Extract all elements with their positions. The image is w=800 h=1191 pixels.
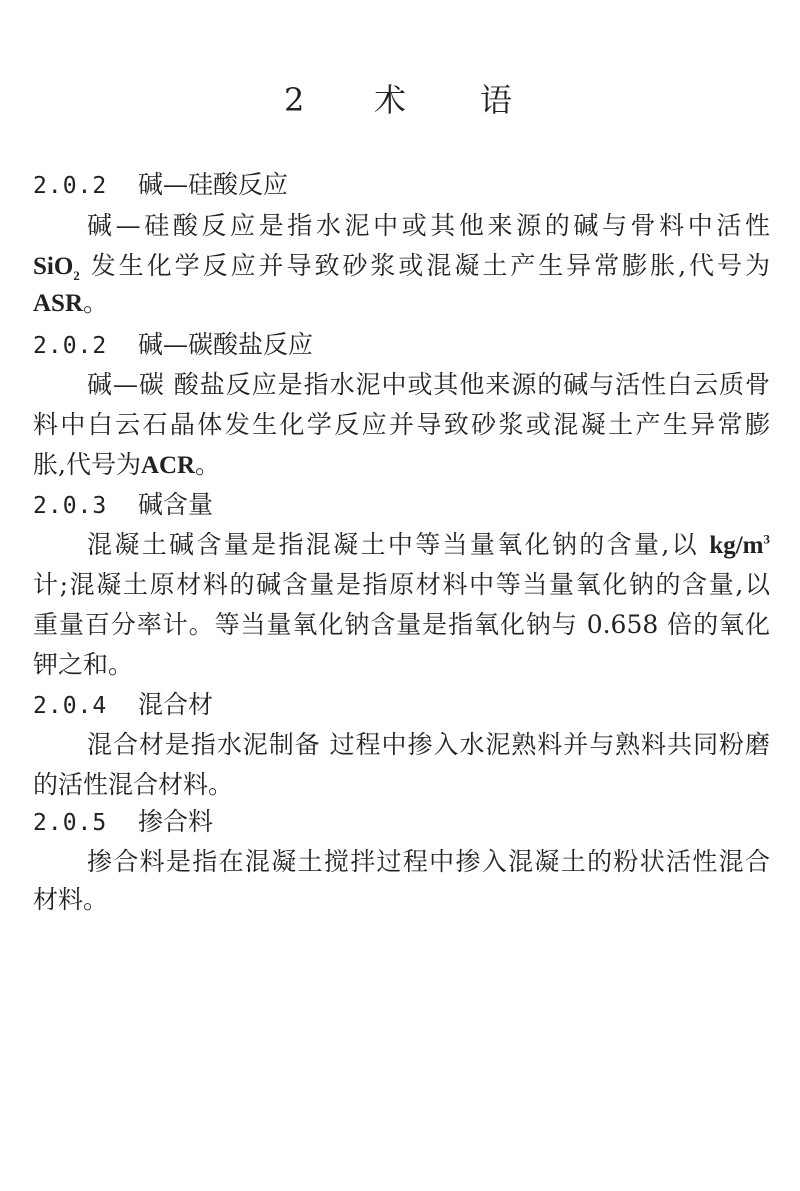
text-segment: 钾之和。 — [33, 650, 134, 679]
text-segment: 。 — [195, 450, 221, 479]
term-name: 碱—硅酸反应 — [138, 170, 289, 199]
text-segment: 2 — [73, 268, 80, 283]
term-heading — [33, 685, 213, 725]
term-name: 碱含量 — [138, 490, 214, 519]
definition-line — [33, 565, 770, 605]
text-segment: ACR — [140, 452, 196, 479]
text-segment: 重量百分率计。等当量氧化钠含量是指氧化钠与 0.658 倍的氧化 — [33, 610, 770, 639]
text-segment: 胀,代号为 — [33, 450, 141, 479]
term-name: 掺合料 — [138, 807, 214, 836]
text-segment: 3 — [763, 531, 770, 547]
text-segment: ASR — [33, 290, 84, 317]
definition-line — [87, 725, 770, 765]
term-number: 2.0.4 — [33, 693, 108, 719]
definition-line — [33, 246, 770, 286]
definition-line — [33, 645, 770, 685]
term-heading — [33, 165, 288, 205]
term-name: 碱—碳酸盐反应 — [138, 330, 314, 359]
term-number: 2.0.2 — [33, 333, 108, 359]
text-segment: kg/m — [709, 532, 764, 559]
term-name: 混合材 — [138, 690, 214, 719]
definition-line — [33, 765, 770, 805]
text-segment: 计;混凝土原材料的碱含量是指原材料中等当量氧化钠的含量,以 — [33, 570, 770, 599]
chapter-number: 2 — [284, 81, 305, 119]
text-segment: 碱—碳 酸盐反应是指水泥中或其他来源的碱与活性白云质骨 — [87, 370, 770, 399]
text-segment: 混合材是指水泥制备 过程中掺入水泥熟料并与熟料共同粉磨 — [87, 730, 770, 759]
text-segment: 的活性混合材料。 — [33, 770, 234, 799]
text-segment: SiO — [33, 253, 74, 280]
definition-line — [33, 405, 770, 445]
text-segment: 掺合料是指在混凝土搅拌过程中掺入混凝土的粉状活性混合 — [87, 847, 770, 876]
definition-line — [33, 605, 770, 645]
chapter-title-char-2: 语 — [480, 81, 513, 119]
text-segment: 。 — [83, 288, 109, 317]
text-segment: 材料。 — [33, 885, 109, 914]
term-number: 2.0.2 — [33, 173, 108, 199]
definition-line — [33, 880, 770, 920]
chapter-title-char-1: 术 — [374, 81, 407, 119]
definition-line — [33, 283, 770, 323]
text-segment: 混凝土碱含量是指混凝土中等当量氧化钠的含量,以 — [87, 530, 710, 559]
definition-line — [87, 365, 770, 405]
definition-line — [33, 445, 770, 485]
definition-line — [87, 842, 770, 882]
text-segment: 发生化学反应并导致砂浆或混凝土产生异常膨胀,代号为 — [79, 251, 770, 280]
text-segment: 碱—硅酸反应是指水泥中或其他来源的碱与骨料中活性 — [87, 211, 770, 240]
text-segment: 料中白云石晶体发生化学反应并导致砂浆或混凝土产生异常膨 — [33, 410, 770, 439]
definition-line — [87, 525, 770, 565]
term-heading — [33, 485, 213, 525]
term-heading — [33, 325, 313, 365]
term-number: 2.0.3 — [33, 493, 108, 519]
term-number: 2.0.5 — [33, 810, 108, 836]
definition-line — [87, 206, 770, 246]
chapter-title — [0, 78, 800, 122]
term-heading — [33, 802, 213, 842]
